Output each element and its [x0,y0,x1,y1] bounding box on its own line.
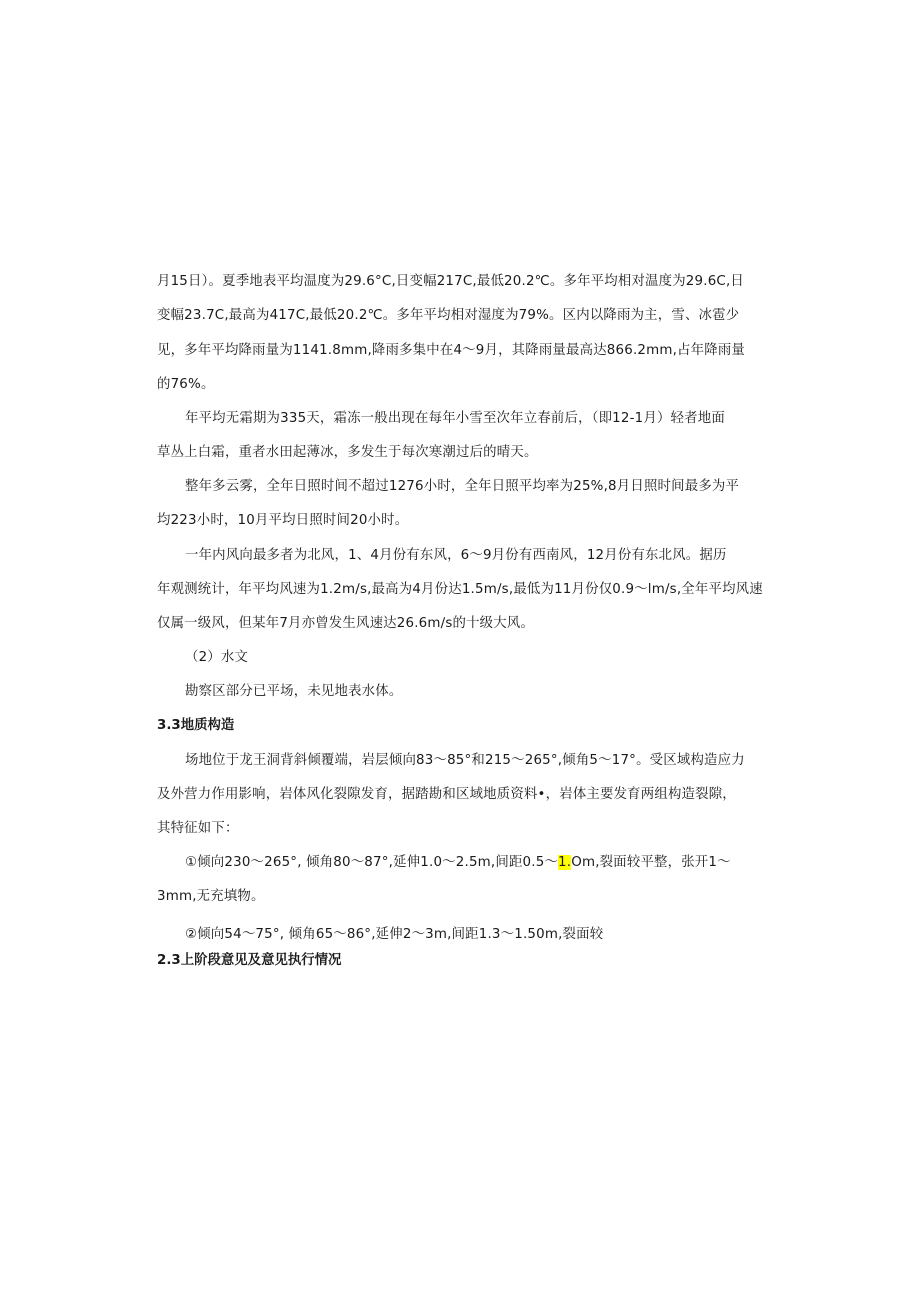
text-line: 的76%。 [157,377,215,392]
highlighted-text: 1. [558,855,572,870]
text-line: 均223小时，10月平均日照时间20小时。 [157,513,409,528]
text-line: 整年多云雾，全年日照时间不超过1276小时，全年日照平均率为25%,8月日照时间最多为平 [185,479,740,494]
text-line: 草丛上白霜，重者水田起薄冰，多发生于每次寒潮过后的晴天。 [157,445,538,460]
text-segment: Om,裂面较平整，张开1～ [571,855,731,870]
text-line [185,853,731,873]
text-line: 一年内风向最多者为北风，1、4月份有东风，6～9月份有西南风，12月份有东北风。据历 [185,548,727,563]
text-line: 其特征如下： [157,821,239,836]
text-line: 年观测统计，年平均风速为1.2m∕s,最高为4月份达1.5m∕s,最低为11月份仅0.9～lm∕s,全年平均风速 [157,582,763,597]
text-line: ②倾向54～75°, 倾角65～86°,延伸2～3m,间距1.3～1.50m,裂面较 [185,927,604,942]
text-line: 年平均无霜期为335天，霜冻一般出现在每年小雪至次年立春前后，（即12-1月）轻者地面 [185,411,725,426]
text-line: 及外营力作用影响，岩体风化裂隙发育，据踏勘和区域地质资料•，岩体主要发育两组构造裂隙， [157,787,736,802]
section-heading: 3.3地质构造 [157,718,235,733]
text-line: 3mm,无充填物。 [157,889,265,904]
text-line: 场地位于龙王洞背斜倾覆端，岩层倾向83～85°和215～265°,倾角5～17°。受区域构造应力 [185,753,745,768]
text-line: 仅属一级风，但某年7月亦曾发生风速达26.6m∕s的十级大风。 [157,616,535,631]
text-line: 月15日）。夏季地表平均温度为29.6°C,日变幅217C,最低20.2℃。多年平均相对温度为29.6C,日 [157,274,745,289]
text-line: 勘察区部分已平场，未见地表水体。 [185,684,403,699]
section-heading: 2.3上阶段意见及意见执行情况 [157,953,342,968]
text-line: 见，多年平均降雨量为1141.8mm,降雨多集中在4～9月，其降雨量最高达866.2mm,占年降雨量 [157,343,746,358]
subsection-title: （2）水文 [185,650,249,665]
text-line: 变幅23.7C,最高为417C,最低20.2℃。多年平均相对湿度为79%。区内以降雨为主，雪、冰雹少 [157,308,740,323]
text-segment: ①倾向230～265°, 倾角80～87°,延伸1.0～2.5m,间距0.5～ [185,855,559,870]
